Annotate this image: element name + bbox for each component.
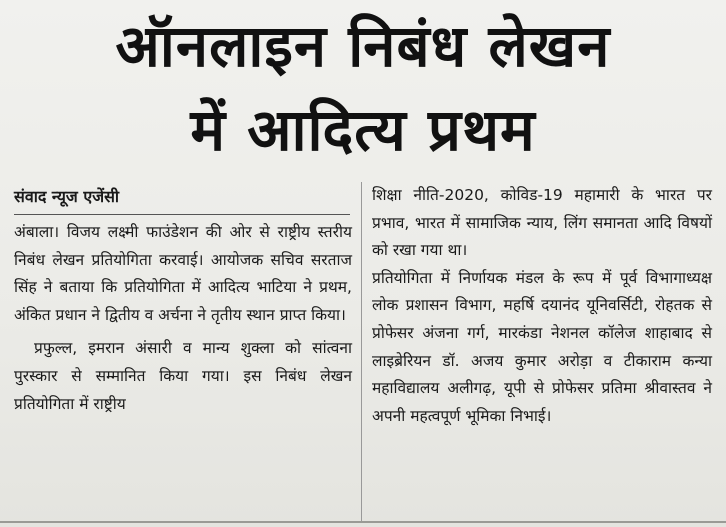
article-paragraph-4: प्रतियोगिता में निर्णायक मंडल के रूप में पूर्व विभागाध्यक्ष लोक प्रशासन विभाग, महर्षि दयानंद यूनिवर्सिटी, रोहतक से प्रोफेसर अंजना गर्ग, मारकंडा नेशनल कॉलेज शाहाबाद से लाइब्रेरियन डॉ. अजय कुमार अरोड़ा व टीकाराम कन्या महाविद्यालय अलीगढ़, यूपी से प्रोफेसर प्रतिमा श्रीवास्तव ने अपनी महत्वपूर्ण भूमिका निभाई।	[372, 268, 712, 425]
article-paragraph-2: प्रफुल्ल, इमरान अंसारी व मान्य शुक्ला को सांत्वना पुरस्कार से सम्मानित किया गया। इस निबंध लेखन प्रतियोगिता में राष्ट्रीय	[14, 339, 352, 413]
headline-line-1: ऑनलाइन निबंध लेखन	[115, 12, 611, 80]
article-column-right	[372, 182, 712, 430]
article-paragraph-3: शिक्षा नीति-2020, कोविड-19 महामारी के भारत पर प्रभाव, भारत में सामाजिक न्याय, लिंग समानता आदि विषयों को रखा गया था।	[372, 186, 712, 260]
article-column-left	[14, 182, 352, 418]
article-paragraph-1: अंबाला। विजय लक्ष्मी फाउंडेशन की ओर से राष्ट्रीय स्तरीय निबंध लेखन प्रतियोगिता करवाई। आयोजक सचिव सरताज सिंह ने बताया कि प्रतियोगिता में आदित्य भाटिया ने प्रथम, अंकित प्रधान ने द्वितीय व अर्चना ने तृतीय स्थान प्राप्त किया।	[14, 223, 352, 324]
byline-divider	[14, 214, 350, 215]
byline: संवाद न्यूज एजेंसी	[14, 187, 120, 206]
bottom-edge-rule	[0, 521, 726, 523]
column-divider	[361, 182, 362, 522]
headline-line-2: में आदित्य प्रथम	[190, 96, 536, 164]
